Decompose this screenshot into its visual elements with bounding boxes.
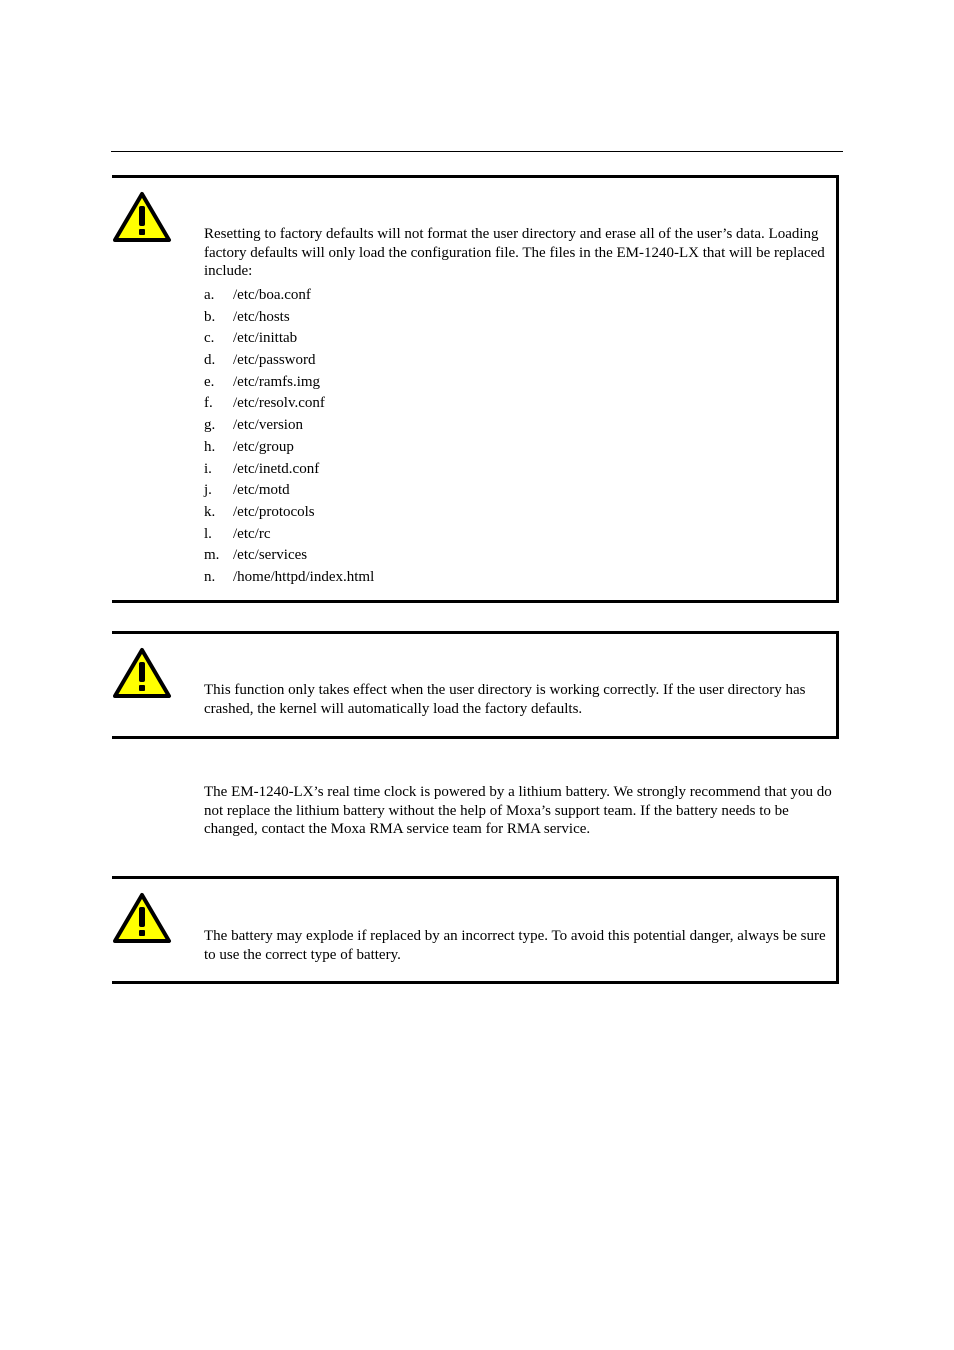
list-item (204, 567, 374, 589)
list-item-letter: g. (204, 417, 216, 434)
warning-text: The battery may explode if replaced by an incorrect type. To avoid this potential danger, always be sure to use the correct type of battery. (204, 928, 826, 963)
list-item-letter: c. (204, 330, 215, 347)
list-item (204, 437, 374, 459)
list-item (204, 350, 374, 372)
list-item-letter: d. (204, 352, 216, 369)
list-item (204, 480, 374, 502)
warning-text: This function only takes effect when the user directory is working correctly. If the user directory has crashed, the kernel will automatically load the factory defaults. (204, 682, 806, 717)
warning-triangle-icon (112, 647, 172, 699)
list-item-path: /etc/resolv.conf (233, 395, 325, 412)
warning-box-user-directory (112, 631, 839, 739)
list-item-path: /home/httpd/index.html (233, 568, 375, 585)
warning-box-factory-defaults (112, 175, 839, 603)
list-item-path: /etc/version (233, 417, 303, 434)
list-item-letter: h. (204, 438, 216, 455)
list-item-path: /etc/inetd.conf (233, 460, 320, 477)
list-item-letter: l. (204, 525, 212, 542)
list-item-letter: i. (204, 460, 212, 477)
list-item-path: /etc/ramfs.img (233, 373, 321, 390)
list-item-path: /etc/inittab (233, 330, 298, 347)
warning-triangle-icon (112, 191, 172, 243)
list-item-letter: k. (204, 503, 216, 520)
list-item-path: /etc/protocols (233, 503, 315, 520)
list-item (204, 545, 374, 567)
list-item (204, 285, 374, 307)
list-item (204, 502, 374, 524)
list-item-path: /etc/group (233, 438, 294, 455)
header-rule (111, 151, 843, 152)
list-item-letter: e. (204, 373, 215, 390)
list-item (204, 524, 374, 546)
list-item-letter: n. (204, 568, 216, 585)
list-item (204, 372, 374, 394)
list-item-path: /etc/services (233, 547, 308, 564)
list-item-letter: b. (204, 308, 216, 325)
list-item-letter: a. (204, 287, 215, 303)
list-item-path: /etc/boa.conf (233, 287, 311, 303)
warning-box-battery (112, 876, 839, 984)
list-item (204, 307, 374, 329)
list-item-path: /etc/motd (233, 482, 290, 499)
list-item-path: /etc/password (233, 352, 316, 369)
battery-paragraph: The EM-1240-LX’s real time clock is powered by a lithium battery. We strongly recommend that you do not replace the lithium battery without the help of Moxa’s support team. If the battery needs to be changed, contact the Moxa RMA service team for RMA service. (204, 784, 832, 837)
warning-triangle-icon (112, 892, 172, 944)
list-item (204, 459, 374, 481)
list-item-letter: f. (204, 395, 213, 412)
list-item (204, 415, 374, 437)
list-item-path: /etc/hosts (233, 308, 290, 325)
warning-text: Resetting to factory defaults will not format the user directory and erase all of the user’s data. Loading factory defaults will only load the configuration file. The files in the EM-1240-LX that will be replaced include: (204, 226, 825, 279)
list-item-letter: j. (204, 482, 212, 499)
list-item (204, 328, 374, 350)
replaced-files-list (204, 285, 374, 589)
list-item-path: /etc/rc (233, 525, 271, 542)
list-item (204, 393, 374, 415)
list-item-letter: m. (204, 547, 220, 564)
